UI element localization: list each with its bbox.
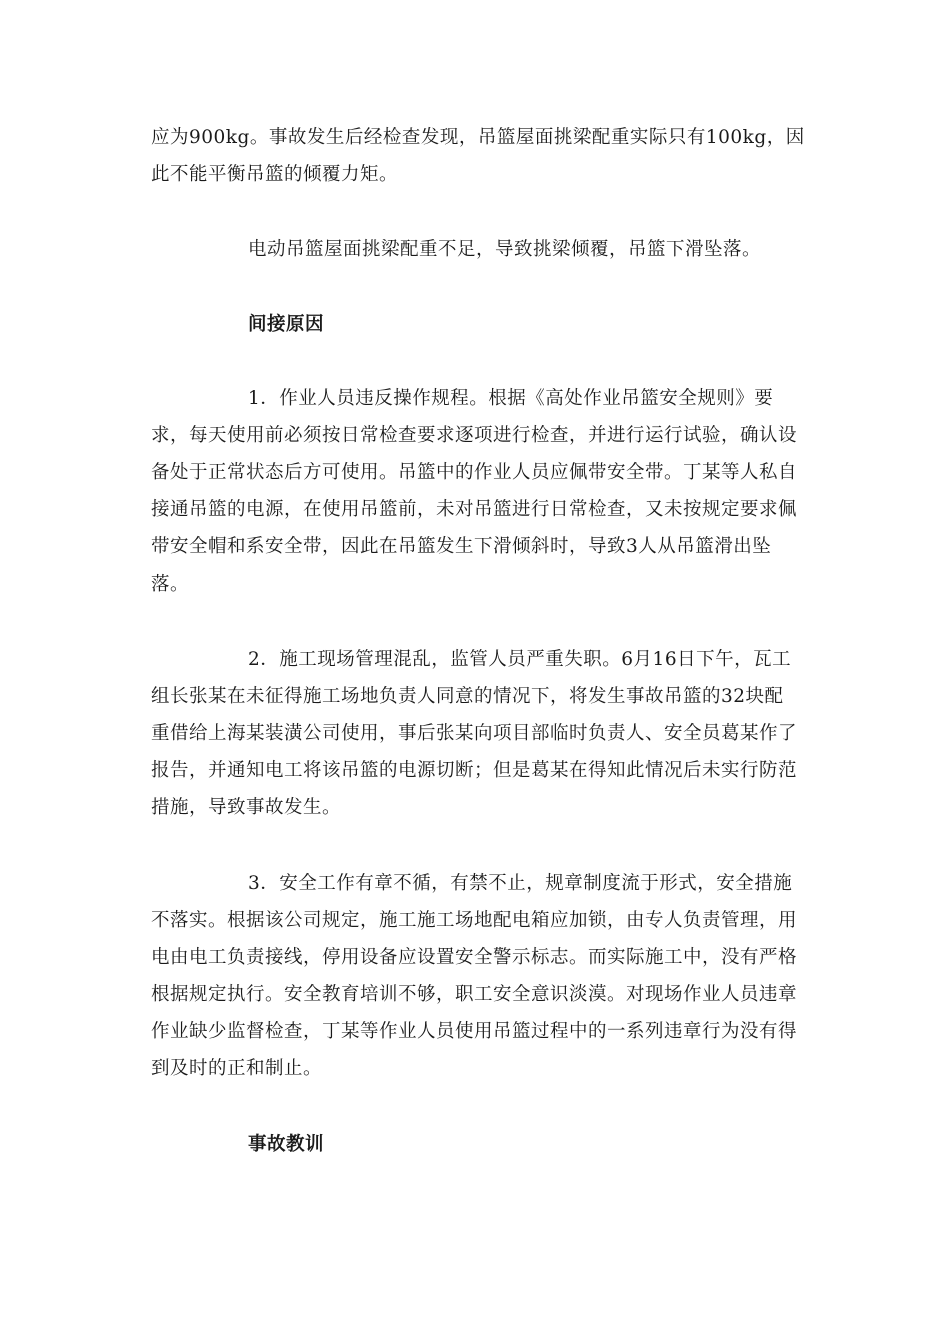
paragraph-line: 作业缺少监督检查，丁某等作业人员使用吊篮过程中的一系列违章行为没有得 bbox=[151, 1021, 798, 1042]
paragraph-line: 此不能平衡吊篮的倾覆力矩。 bbox=[151, 164, 399, 185]
paragraph-line: 组长张某在未征得施工场地负责人同意的情况下，将发生事故吊篮的32块配 bbox=[151, 686, 784, 707]
paragraph-line: 措施，导致事故发生。 bbox=[151, 797, 342, 818]
paragraph-line: 1．作业人员违反操作规程。根据《高处作业吊篮安全规则》要 bbox=[248, 388, 774, 409]
paragraph-line: 到及时的正和制止。 bbox=[151, 1058, 323, 1079]
paragraph-line: 求，每天使用前必须按日常检查要求逐项进行检查，并进行运行试验，确认设 bbox=[151, 425, 798, 446]
paragraph-line: 2．施工现场管理混乱，监管人员严重失职。6月16日下午，瓦工 bbox=[248, 649, 792, 670]
paragraph-line: 电由电工负责接线，停用设备应设置安全警示标志。而实际施工中，没有严格 bbox=[151, 947, 798, 968]
section-heading: 事故教训 bbox=[248, 1134, 325, 1155]
paragraph-line: 不落实。根据该公司规定，施工施工场地配电箱应加锁，由专人负责管理，用 bbox=[151, 910, 798, 931]
paragraph-line: 落。 bbox=[151, 574, 190, 595]
paragraph-line: 电动吊篮屋面挑梁配重不足，导致挑梁倾覆，吊篮下滑坠落。 bbox=[248, 239, 762, 260]
paragraph-line: 重借给上海某装潢公司使用，事后张某向项目部临时负责人、安全员葛某作了 bbox=[151, 723, 798, 744]
section-heading: 间接原因 bbox=[248, 314, 325, 335]
paragraph-line: 3．安全工作有章不循，有禁不止，规章制度流于形式，安全措施 bbox=[248, 873, 793, 894]
paragraph-line: 应为900kg。事故发生后经检查发现，吊篮屋面挑梁配重实际只有100kg，因 bbox=[151, 127, 805, 148]
paragraph-line: 报告，并通知电工将该吊篮的电源切断；但是葛某在得知此情况后未实行防范 bbox=[151, 760, 798, 781]
paragraph-line: 带安全帽和系安全带，因此在吊篮发生下滑倾斜时，导致3人从吊篮滑出坠 bbox=[151, 536, 772, 557]
paragraph-line: 根据规定执行。安全教育培训不够，职工安全意识淡漠。对现场作业人员违章 bbox=[151, 984, 798, 1005]
paragraph-line: 备处于正常状态后方可使用。吊篮中的作业人员应佩带安全带。丁某等人私自 bbox=[151, 462, 798, 483]
paragraph-line: 接通吊篮的电源，在使用吊篮前，未对吊篮进行日常检查，又未按规定要求佩 bbox=[151, 499, 798, 520]
